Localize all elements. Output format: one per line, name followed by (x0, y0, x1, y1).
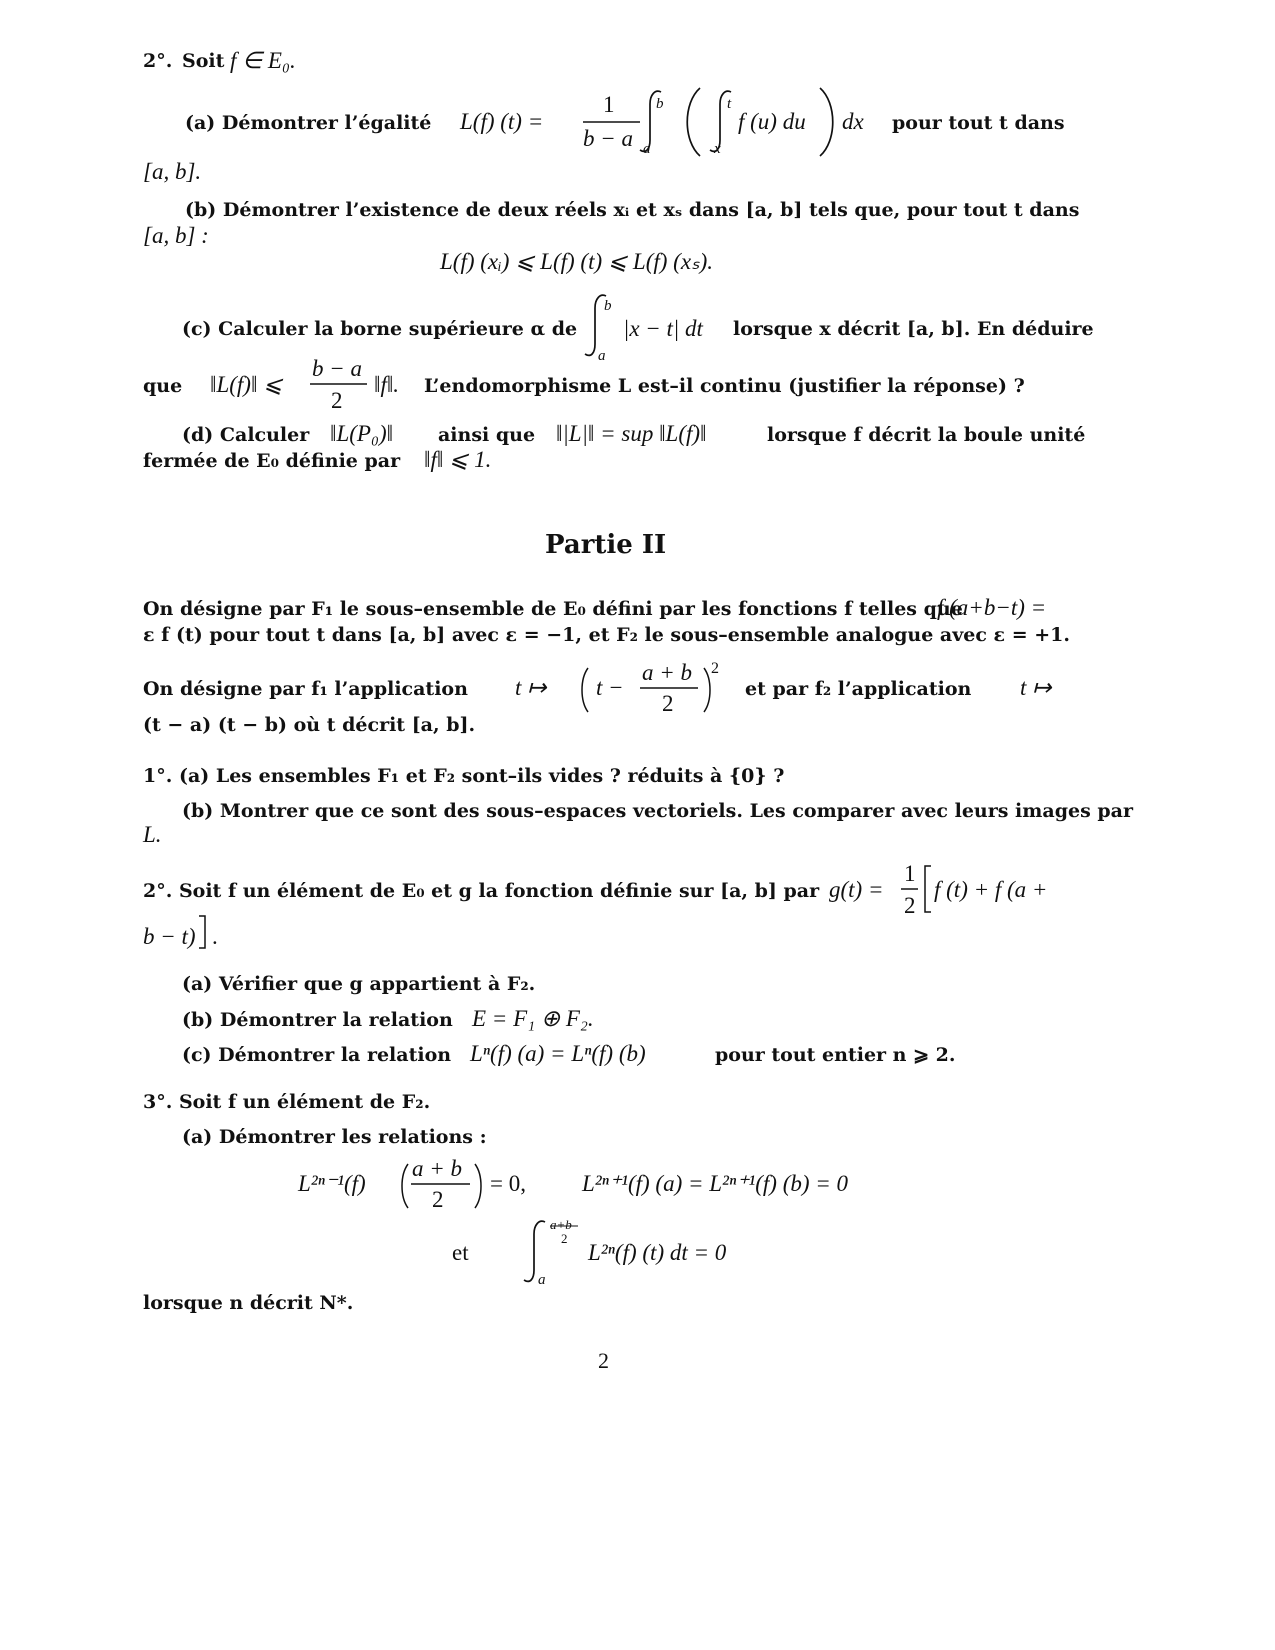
p2-line2: (t − a) (t − b) où t décrit [a, b]. (143, 714, 476, 736)
q2-intro-label: Soit (182, 50, 225, 72)
q2c-int-lower: a (598, 348, 606, 364)
q2d-math1: ‖L(P₀)‖ (330, 421, 394, 446)
p2-map: t ↦ (515, 675, 547, 700)
q2c-frac-den: 2 (331, 388, 343, 413)
q2-dot: . (212, 924, 218, 949)
q3-eq2: L²ⁿ⁺¹(f) (a) = L²ⁿ⁺¹(f) (b) = 0 (582, 1171, 849, 1196)
q2a-inner-lower: x (714, 141, 721, 157)
p2-label: On désigne par f₁ l’application (143, 678, 468, 700)
q3-paren-left (402, 1164, 408, 1208)
page-number: 2 (598, 1348, 609, 1373)
q3-integrand: L²ⁿ(f) (t) dt = 0 (588, 1240, 727, 1265)
p1-line1: On désigne par F₁ le sous–ensemble de E₀ défini par les fonctions f telles que (143, 598, 963, 620)
q2a-int-lower: a (643, 141, 651, 157)
q2a-integral-sign (640, 91, 661, 151)
q2c-label: (c) Calculer la borne supérieure α de (182, 318, 578, 340)
q2d-tail: lorsque f décrit la boule unité (767, 424, 1086, 446)
q2c-int-upper: b (604, 298, 612, 314)
q2a-inner-integral-sign (710, 91, 731, 151)
q2-b-label: (b) Démontrer la relation (182, 1009, 453, 1031)
p1-line2: ε f (t) pour tout t dans [a, b] avec ε = −1, et F₂ le sous–ensemble analogue avec ε = +1. (143, 624, 1071, 646)
q2-frac-num: 1 (904, 861, 916, 886)
q2b-line2: [a, b] : (143, 223, 209, 248)
q2-c-label: (c) Démontrer la relation (182, 1044, 452, 1066)
p2-t: t − (596, 675, 624, 700)
q2c-text: L’endomorphisme L est–il continu (justifier la réponse) ? (424, 375, 1025, 397)
p2-paren-left (582, 668, 588, 712)
q2a-big-paren-left (687, 88, 700, 156)
q2d-math3: ‖f‖ ⩽ 1. (424, 447, 492, 472)
q2c-integrand: |x − t| dt (623, 316, 703, 341)
q2c-integral-sign (585, 295, 606, 355)
q2d-mid: ainsi que (438, 424, 536, 446)
q3-line: 3°. Soit f un élément de F₂. (143, 1091, 431, 1113)
q2c-norm: ‖L(f)‖ ⩽ (210, 372, 283, 397)
q1-b2: L. (143, 822, 162, 847)
q2d-line2: fermée de E₀ définie par (143, 450, 401, 472)
q2a-integrand: f (u) du (738, 109, 806, 134)
q2a-int-upper: b (656, 96, 664, 112)
q3-eq1-right: = 0, (490, 1171, 526, 1196)
q2d-label: (d) Calculer (182, 424, 310, 446)
p2-exp: 2 (711, 660, 719, 677)
q3-paren-right (475, 1164, 481, 1208)
p2-paren-right (704, 668, 710, 712)
q3-int-lower: a (538, 1272, 546, 1288)
q1-b: (b) Montrer que ce sont des sous–espaces vectoriels. Les comparer avec leurs images par (182, 800, 1133, 822)
p2-frac-num: a + b (642, 660, 693, 685)
q2c-tail: lorsque x décrit [a, b]. En déduire (733, 318, 1094, 340)
q2-number: 2°. (143, 50, 173, 72)
q2-cont: b − t) (143, 924, 196, 949)
q2a-inner-upper: t (727, 96, 732, 112)
q3-int-upper: a+b (550, 1217, 572, 1232)
q2-bracket-left (925, 866, 931, 912)
q2a-cont: [a, b]. (143, 159, 202, 184)
q2-c-tail: pour tout entier n ⩾ 2. (715, 1044, 956, 1066)
q3-integral-sign (524, 1221, 545, 1281)
q2c-que: que (143, 375, 183, 397)
q2a-label: (a) Démontrer l’égalité (185, 112, 432, 134)
q3-a: (a) Démontrer les relations : (182, 1126, 487, 1148)
q2-g: g(t) = (829, 877, 884, 902)
q2a-big-paren-right (820, 88, 833, 156)
q2-bracket-right (199, 916, 205, 948)
q3-et: et (452, 1240, 469, 1265)
q2-a: (a) Vérifier que g appartient à F₂. (182, 973, 536, 995)
q3-eq1-den: 2 (432, 1187, 444, 1212)
q2-line: 2°. Soit f un élément de E₀ et g la fonction définie sur [a, b] par (143, 880, 820, 902)
q2a-dx: dx (842, 109, 864, 134)
q2a-frac-den: b − a (583, 126, 634, 151)
q2-c-math: Lⁿ(f) (a) = Lⁿ(f) (b) (470, 1041, 646, 1066)
p2-frac-den: 2 (662, 691, 674, 716)
q2-b-math: E = F₁ ⊕ F₂. (472, 1006, 594, 1031)
q3-eq1-left: L²ⁿ⁻¹(f) (298, 1171, 366, 1196)
q2a-frac-num: 1 (603, 92, 615, 117)
q2a-tail: pour tout t dans (892, 112, 1065, 134)
q2c-normf: ‖f‖. (374, 372, 400, 397)
q2d-math2: ‖|L|‖ = sup ‖L(f)‖ (556, 421, 707, 446)
p2-mid: et par f₂ l’application (745, 678, 972, 700)
p1-math: f (a+b−t) = (937, 595, 1047, 620)
q2-body: f (t) + f (a + (934, 877, 1048, 902)
section-title: Partie II (545, 530, 667, 560)
q3-eq1-num: a + b (412, 1156, 463, 1181)
q2b-equation: L(f) (xᵢ) ⩽ L(f) (t) ⩽ L(f) (xₛ). (440, 249, 714, 274)
p2-map2: t ↦ (1020, 675, 1052, 700)
q3-end: lorsque n décrit N*. (143, 1292, 354, 1314)
q1-a: 1°. (a) Les ensembles F₁ et F₂ sont–ils vides ? réduits à {0} ? (143, 765, 785, 787)
q3-int-upper-den: 2 (561, 1231, 568, 1246)
q2-intro-math: f ∈ E₀. (230, 48, 296, 73)
q2a-lhs: L(f) (t) = (460, 109, 544, 134)
q2b-line1: (b) Démontrer l’existence de deux réels xᵢ et xₛ dans [a, b] tels que, pour tout t dans (185, 199, 1080, 221)
q2c-frac-num: b − a (312, 356, 363, 381)
q2-frac-den: 2 (904, 893, 916, 918)
